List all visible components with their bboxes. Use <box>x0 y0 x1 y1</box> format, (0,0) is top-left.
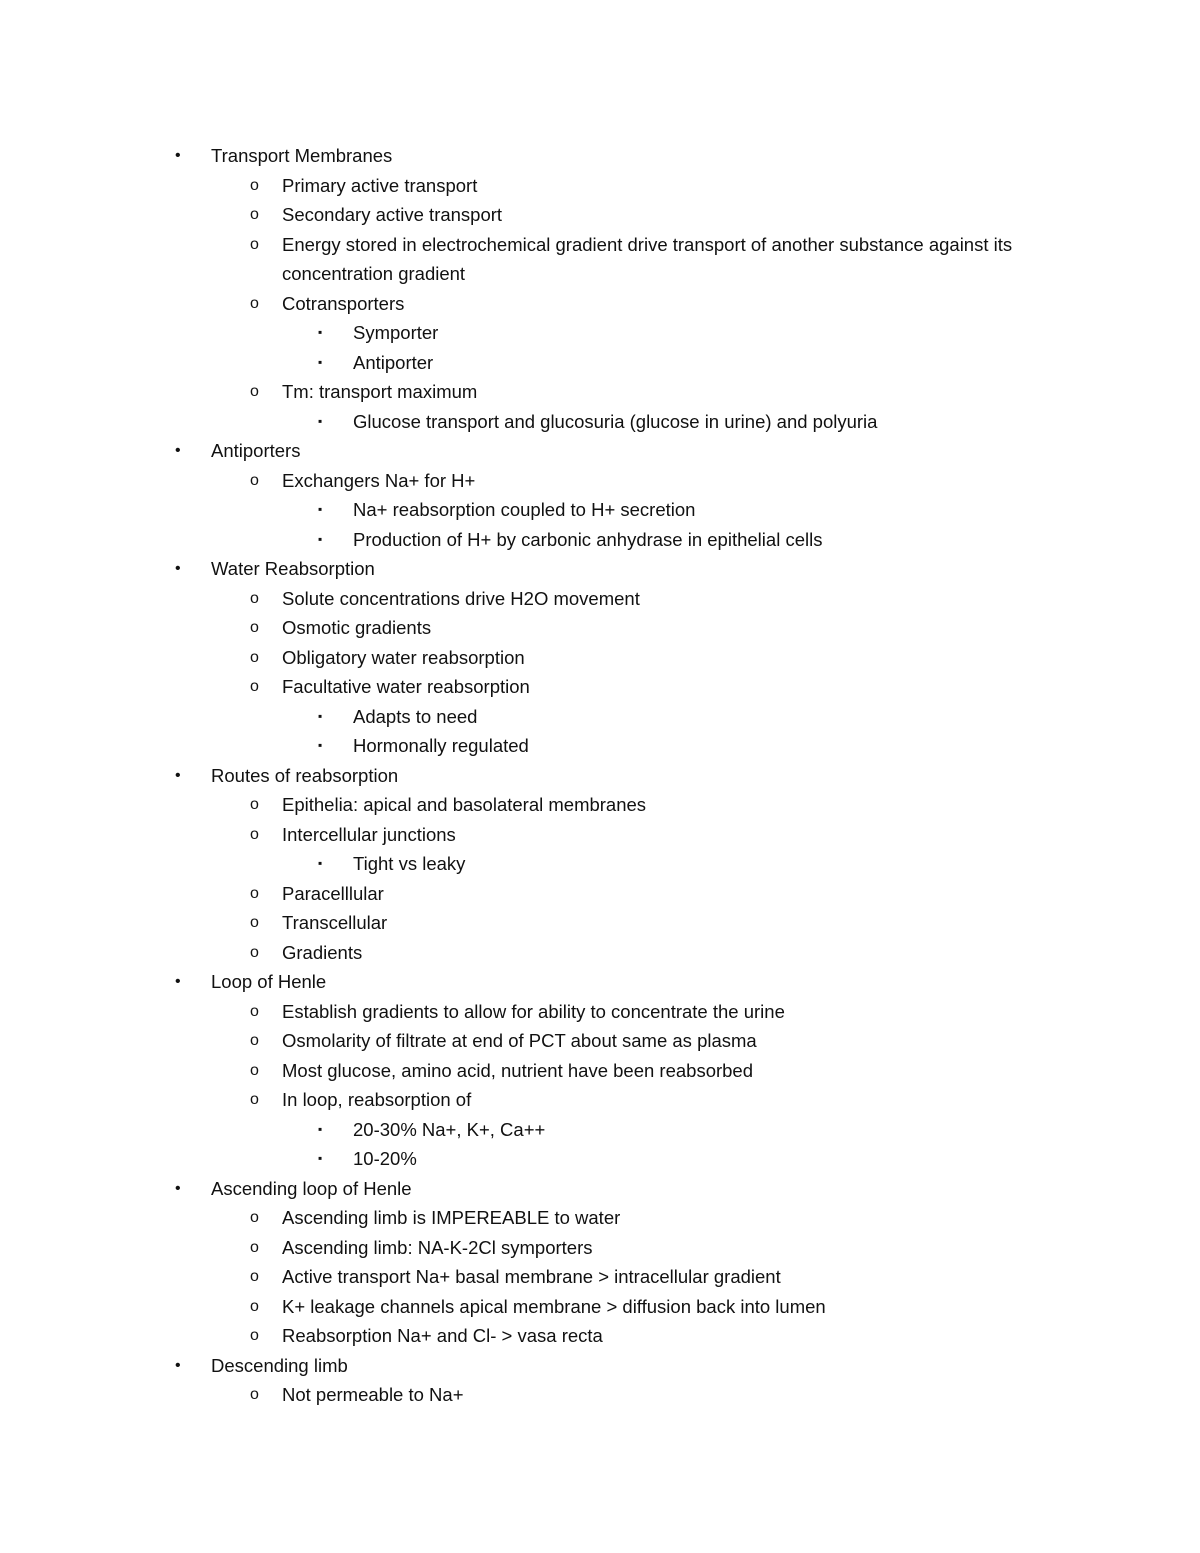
list-item-text: Glucose transport and glucosuria (glucose in urine) and polyuria <box>353 410 878 432</box>
list-item-level-2 <box>0 643 1200 673</box>
list-item-text: Solute concentrations drive H2O movement <box>282 587 640 609</box>
bullet-circle-icon: o <box>250 1061 259 1079</box>
list-item-text: Transcellular <box>282 912 388 933</box>
list-item-level-2 <box>0 289 1200 319</box>
list-item-level-3 <box>0 731 1200 761</box>
list-item-text: K+ leakage channels apical membrane > diffusion back into lumen <box>282 1295 826 1317</box>
list-item-level-1 <box>0 436 1200 466</box>
list-item-level-3 <box>0 849 1200 879</box>
list-item-text: Secondary active transport <box>282 204 503 225</box>
bullet-circle-icon: o <box>250 678 259 695</box>
bullet-circle-icon: o <box>250 1209 259 1226</box>
list-item-level-2 <box>0 938 1200 968</box>
bullet-dot-icon: • <box>175 147 181 164</box>
list-item-level-3 <box>0 318 1200 348</box>
document-outline <box>0 141 1200 1410</box>
list-item-level-2 <box>0 908 1200 938</box>
list-item-text: Loop of Henle <box>211 971 327 992</box>
list-item-text: Tight vs leaky <box>353 853 466 874</box>
bullet-square-icon: ▪ <box>318 1151 323 1165</box>
list-item-level-2 <box>0 879 1200 909</box>
list-item-level-1 <box>0 967 1200 997</box>
list-item-level-2 <box>0 820 1200 850</box>
list-item-level-2 <box>0 1292 1200 1322</box>
list-item-text: Energy stored in electrochemical gradient drive transport of another substance against its concentration gradient <box>282 233 1013 284</box>
bullet-dot-icon: • <box>175 766 181 784</box>
list-item-text: Osmotic gradients <box>282 617 432 638</box>
list-item-level-2 <box>0 1233 1200 1263</box>
bullet-circle-icon: o <box>250 1091 259 1108</box>
bullet-circle-icon: o <box>250 589 259 607</box>
bullet-circle-icon: o <box>250 884 259 902</box>
list-item-text: Osmolarity of filtrate at end of PCT about same as plasma <box>282 1030 757 1051</box>
bullet-circle-icon: o <box>250 1297 259 1315</box>
list-item-text: Not permeable to Na+ <box>282 1384 464 1405</box>
list-item-level-1 <box>0 1174 1200 1204</box>
bullet-circle-icon: o <box>250 1327 259 1344</box>
bullet-square-icon: ▪ <box>318 1121 323 1136</box>
list-item-level-3 <box>0 1144 1200 1174</box>
list-item-level-3 <box>0 702 1200 732</box>
list-item-level-2 <box>0 1056 1200 1086</box>
list-item-level-2 <box>0 672 1200 702</box>
bullet-square-icon: ▪ <box>318 325 323 339</box>
list-item-level-2 <box>0 466 1200 496</box>
list-item-level-3 <box>0 407 1200 437</box>
list-item-text: Routes of reabsorption <box>211 764 399 786</box>
list-item-text: Facultative water reabsorption <box>282 676 530 697</box>
list-item-level-1 <box>0 141 1200 171</box>
bullet-dot-icon: • <box>175 973 181 990</box>
list-item-level-2 <box>0 997 1200 1027</box>
bullet-square-icon: ▪ <box>318 531 323 546</box>
bullet-dot-icon: • <box>175 442 181 459</box>
list-item-level-2 <box>0 1203 1200 1233</box>
list-item-text: Obligatory water reabsorption <box>282 646 525 668</box>
list-item-level-3 <box>0 348 1200 378</box>
bullet-square-icon: ▪ <box>318 502 323 516</box>
bullet-circle-icon: o <box>250 825 259 843</box>
list-item-level-2 <box>0 200 1200 230</box>
list-item-text: Paracelllular <box>282 882 384 904</box>
list-item-text: Primary active transport <box>282 174 478 196</box>
bullet-circle-icon: o <box>250 1268 259 1285</box>
list-item-text: 10-20% <box>353 1148 417 1169</box>
list-item-text: Epithelia: apical and basolateral membranes <box>282 794 647 815</box>
bullet-circle-icon: o <box>250 943 259 961</box>
list-item-text: Most glucose, amino acid, nutrient have been reabsorbed <box>282 1059 754 1081</box>
list-item-level-2 <box>0 1380 1200 1410</box>
list-item-level-3 <box>0 1115 1200 1145</box>
list-item-text: Antiporters <box>211 440 301 461</box>
bullet-circle-icon: o <box>250 383 259 400</box>
bullet-dot-icon: • <box>175 1356 181 1374</box>
list-item-text: Establish gradients to allow for ability to concentrate the urine <box>282 1000 785 1022</box>
list-item-level-2 <box>0 1026 1200 1056</box>
bullet-square-icon: ▪ <box>318 413 323 428</box>
list-item-text: In loop, reabsorption of <box>282 1089 472 1110</box>
list-item-text: Descending limb <box>211 1354 348 1376</box>
bullet-circle-icon: o <box>250 235 259 253</box>
list-item-text: Tm: transport maximum <box>282 381 478 402</box>
list-item-level-2 <box>0 230 1200 289</box>
bullet-circle-icon: o <box>250 294 259 312</box>
list-item-text: Active transport Na+ basal membrane > intracellular gradient <box>282 1266 781 1287</box>
list-item-level-1 <box>0 1351 1200 1381</box>
list-item-text: Transport Membranes <box>211 145 393 166</box>
list-item-level-2 <box>0 171 1200 201</box>
list-item-text: Adapts to need <box>353 705 478 727</box>
list-item-level-2 <box>0 613 1200 643</box>
list-item-level-2 <box>0 1085 1200 1115</box>
bullet-circle-icon: o <box>250 471 259 489</box>
list-item-level-2 <box>0 790 1200 820</box>
list-item-text: Exchangers Na+ for H+ <box>282 469 476 491</box>
list-item-level-3 <box>0 495 1200 525</box>
list-item-level-2 <box>0 1321 1200 1351</box>
list-item-text: Water Reabsorption <box>211 558 375 579</box>
bullet-circle-icon: o <box>250 206 259 223</box>
list-item-level-1 <box>0 554 1200 584</box>
bullet-circle-icon: o <box>250 914 259 931</box>
list-item-text: Gradients <box>282 941 363 963</box>
bullet-circle-icon: o <box>250 619 259 636</box>
bullet-circle-icon: o <box>250 1386 259 1403</box>
bullet-square-icon: ▪ <box>318 738 323 752</box>
list-item-level-2 <box>0 584 1200 614</box>
list-item-text: Symporter <box>353 322 439 343</box>
list-item-text: Ascending loop of Henle <box>211 1177 412 1199</box>
bullet-dot-icon: • <box>175 1179 181 1197</box>
list-item-text: 20-30% Na+, K+, Ca++ <box>353 1118 546 1140</box>
bullet-dot-icon: • <box>175 560 181 577</box>
list-item-text: Antiporter <box>353 351 434 373</box>
bullet-circle-icon: o <box>250 1032 259 1049</box>
bullet-circle-icon: o <box>250 796 259 813</box>
list-item-text: Cotransporters <box>282 292 405 314</box>
list-item-level-2 <box>0 377 1200 407</box>
bullet-circle-icon: o <box>250 648 259 666</box>
list-item-level-3 <box>0 525 1200 555</box>
list-item-level-2 <box>0 1262 1200 1292</box>
list-item-level-1 <box>0 761 1200 791</box>
list-item-text: Hormonally regulated <box>353 735 529 756</box>
list-item-text: Ascending limb: NA-K-2Cl symporters <box>282 1236 593 1258</box>
bullet-square-icon: ▪ <box>318 708 323 723</box>
list-item-text: Na+ reabsorption coupled to H+ secretion <box>353 499 696 520</box>
list-item-text: Reabsorption Na+ and Cl- > vasa recta <box>282 1325 603 1346</box>
list-item-text: Intercellular junctions <box>282 823 456 845</box>
bullet-circle-icon: o <box>250 1238 259 1256</box>
bullet-circle-icon: o <box>250 1002 259 1020</box>
list-item-text: Production of H+ by carbonic anhydrase in epithelial cells <box>353 528 823 550</box>
bullet-circle-icon: o <box>250 176 259 194</box>
bullet-square-icon: ▪ <box>318 856 323 870</box>
bullet-square-icon: ▪ <box>318 354 323 369</box>
list-item-text: Ascending limb is IMPEREABLE to water <box>282 1207 621 1228</box>
